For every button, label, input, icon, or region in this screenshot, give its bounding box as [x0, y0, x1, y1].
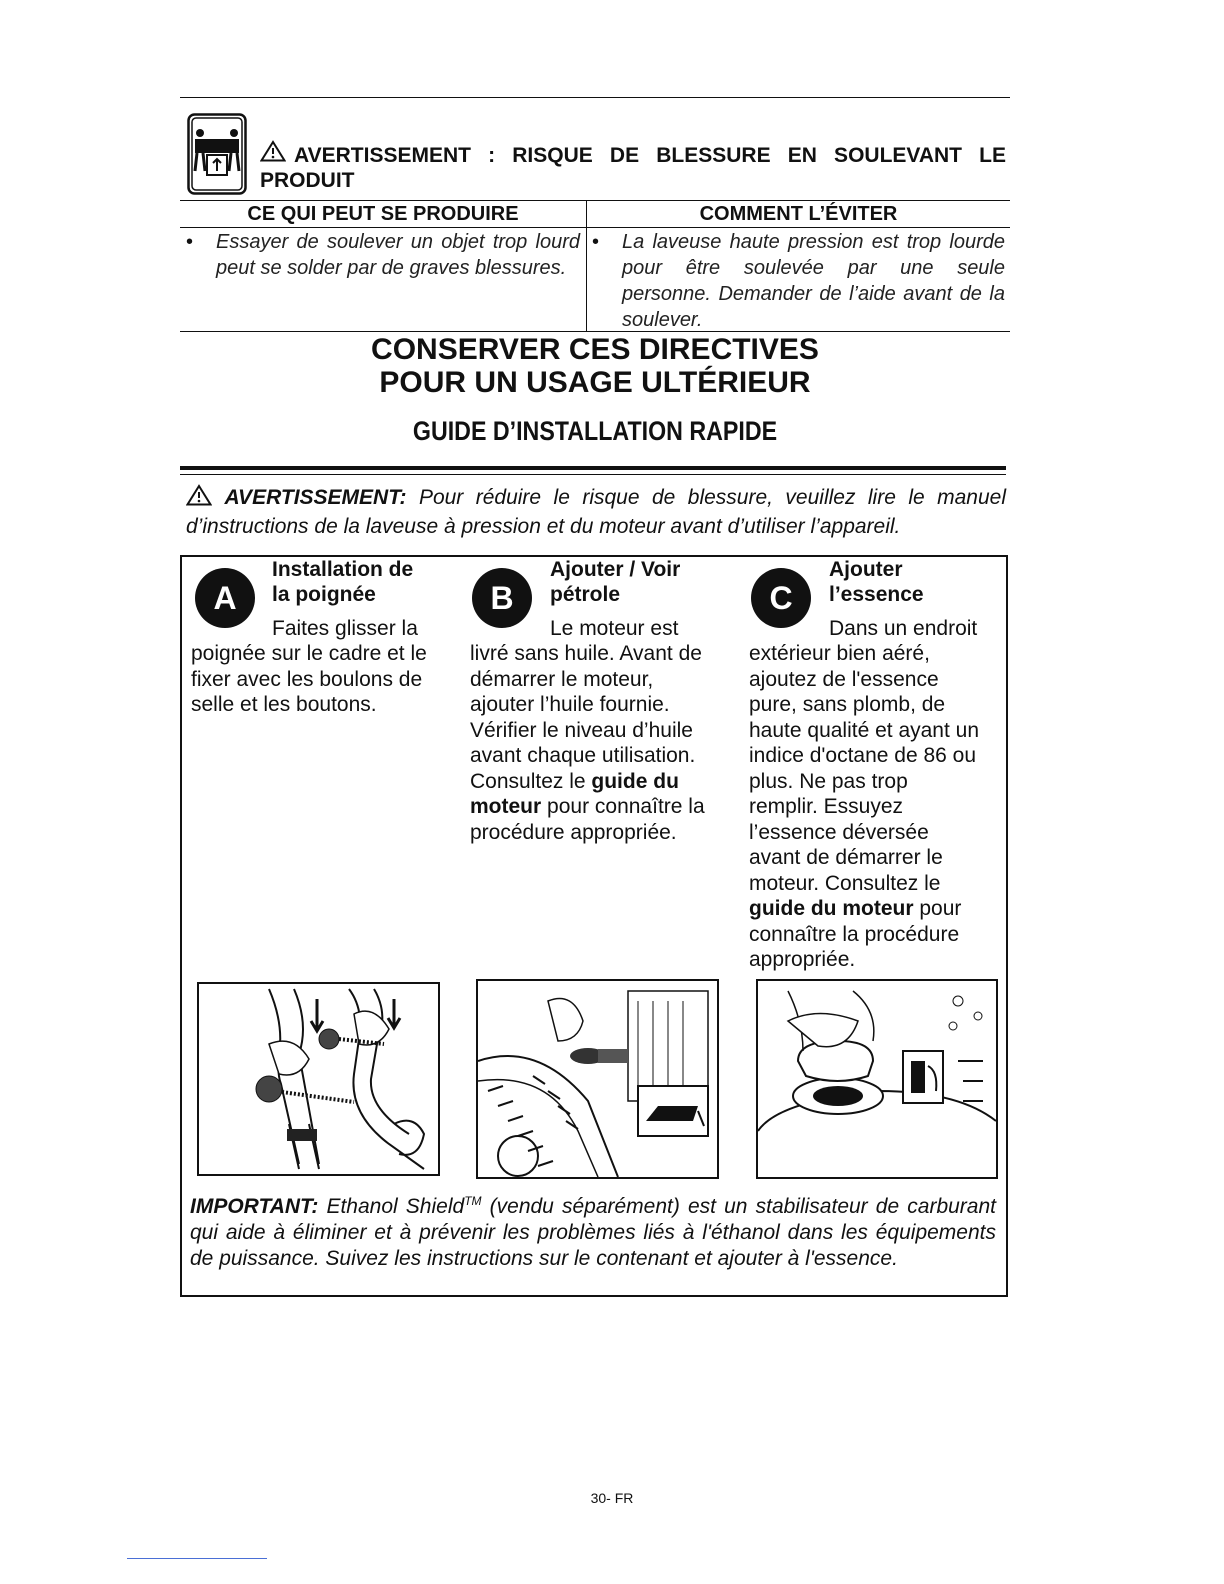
- bullet-2: •: [592, 231, 600, 253]
- step-a-body-first: Faites glisser la: [272, 617, 418, 640]
- step-a-title-line2: la poignée: [272, 583, 376, 606]
- step-c-engine-guide: guide du moteur: [749, 897, 914, 920]
- manual-warning-text: Pour réduire le risque de blessure, veuillez lire le manuel d’instructions de la laveuse à pression et du moteur avant d’utiliser l’appareil.: [186, 486, 1007, 538]
- important-text-after: (vendu séparément) est un stabilisateur de carburant qui aide à éliminer et à prévenir les problèmes liés à l'éthanol dans les équipements de puissance. Suivez les instructions sur le contenant et ajouter à l'essence.: [190, 1195, 996, 1270]
- step-c-badge: C: [751, 568, 811, 628]
- heading-keep-instructions: CONSERVER CES DIRECTIVES: [371, 333, 819, 366]
- step-c-body-text: extérieur bien aéré, ajoutez de l'essence pure, sans plomb, de haute qualité et ayant un indice d'octane de 86 ou plus. Ne pas trop remplir. Essuyez l’essence déversée avant de démarrer le moteur. Consultez le: [749, 642, 980, 895]
- manual-warning-label: AVERTISSEMENT:: [224, 486, 407, 509]
- step-b-title-line2: pétrole: [550, 583, 621, 606]
- step-a-body: poignée sur le cadre et le fixer avec les boulons de selle et les boutons.: [191, 642, 427, 716]
- footer-link-rule: [127, 1558, 267, 1559]
- step-b-engine-guide: guide du moteur: [470, 769, 679, 818]
- manual-warning: [186, 484, 1006, 540]
- trademark-mark: TM: [464, 1194, 482, 1208]
- heading-future-use: POUR UN USAGE ULTÉRIEUR: [379, 366, 811, 399]
- bullet-1: •: [186, 231, 194, 253]
- two-person-lift-icon: [187, 113, 247, 195]
- step-c-title-line2: l’essence: [829, 583, 924, 606]
- handle-install-illustration: [197, 982, 440, 1176]
- step-c-title-line1: Ajouter: [829, 558, 903, 581]
- step-b-body: [470, 641, 722, 845]
- warning-triangle-icon: [260, 140, 286, 168]
- avoid-text: La laveuse haute pression est trop lourde pour être soulevée par une seule personne. Demander de l’aide avant de la soulever.: [622, 231, 1005, 331]
- col-header-what-happens: CE QUI PEUT SE PRODUIRE: [247, 203, 519, 225]
- step-b-title-line1: Ajouter / Voir: [550, 558, 681, 581]
- hazard-text: Essayer de soulever un objet trop lourd peut se solder par de graves blessures.: [216, 231, 580, 279]
- step-c-body: [749, 641, 981, 973]
- important-text-before: Ethanol Shield: [326, 1195, 465, 1218]
- step-b-title: [550, 557, 680, 607]
- top-rule: [180, 97, 1010, 98]
- col-header-how-avoid: COMMENT L’ÉVITER: [699, 203, 898, 225]
- heading-quick-setup-guide: GUIDE D’INSTALLATION RAPIDE: [412, 416, 778, 446]
- warning-triangle-icon: [186, 484, 212, 513]
- step-b-body-first: Le moteur est: [550, 617, 679, 640]
- lifting-warning-text: AVERTISSEMENT : RISQUE DE BLESSURE EN SOULEVANT LE PRODUIT: [260, 144, 1006, 192]
- step-a-title: [272, 557, 413, 607]
- step-c-body-first: Dans un endroit: [829, 617, 978, 640]
- table-header-rule: [180, 227, 1010, 228]
- thin-rule: [180, 474, 1006, 475]
- step-c-title: [829, 557, 924, 607]
- page-number: 30- FR: [590, 1490, 634, 1506]
- step-b-body-end: pour connaître la procédure appropriée.: [470, 795, 705, 844]
- thick-rule: [180, 466, 1006, 470]
- step-b-badge: B: [472, 568, 532, 628]
- step-a-title-line1: Installation de: [272, 558, 414, 581]
- important-label: IMPORTANT:: [190, 1195, 319, 1218]
- oil-fill-illustration: [476, 979, 719, 1179]
- step-a-badge: A: [195, 568, 255, 628]
- step-b-body-text: livré sans huile. Avant de démarrer le moteur, ajouter l’huile fournie. Vérifier le niveau d’huile avant chaque utilisation. Consultez le: [470, 642, 702, 793]
- lifting-warning-title: [260, 140, 1006, 193]
- step-c-body-end: pour connaître la procédure appropriée.: [749, 897, 962, 971]
- fuel-fill-illustration: [756, 979, 998, 1179]
- important-note: [190, 1188, 996, 1272]
